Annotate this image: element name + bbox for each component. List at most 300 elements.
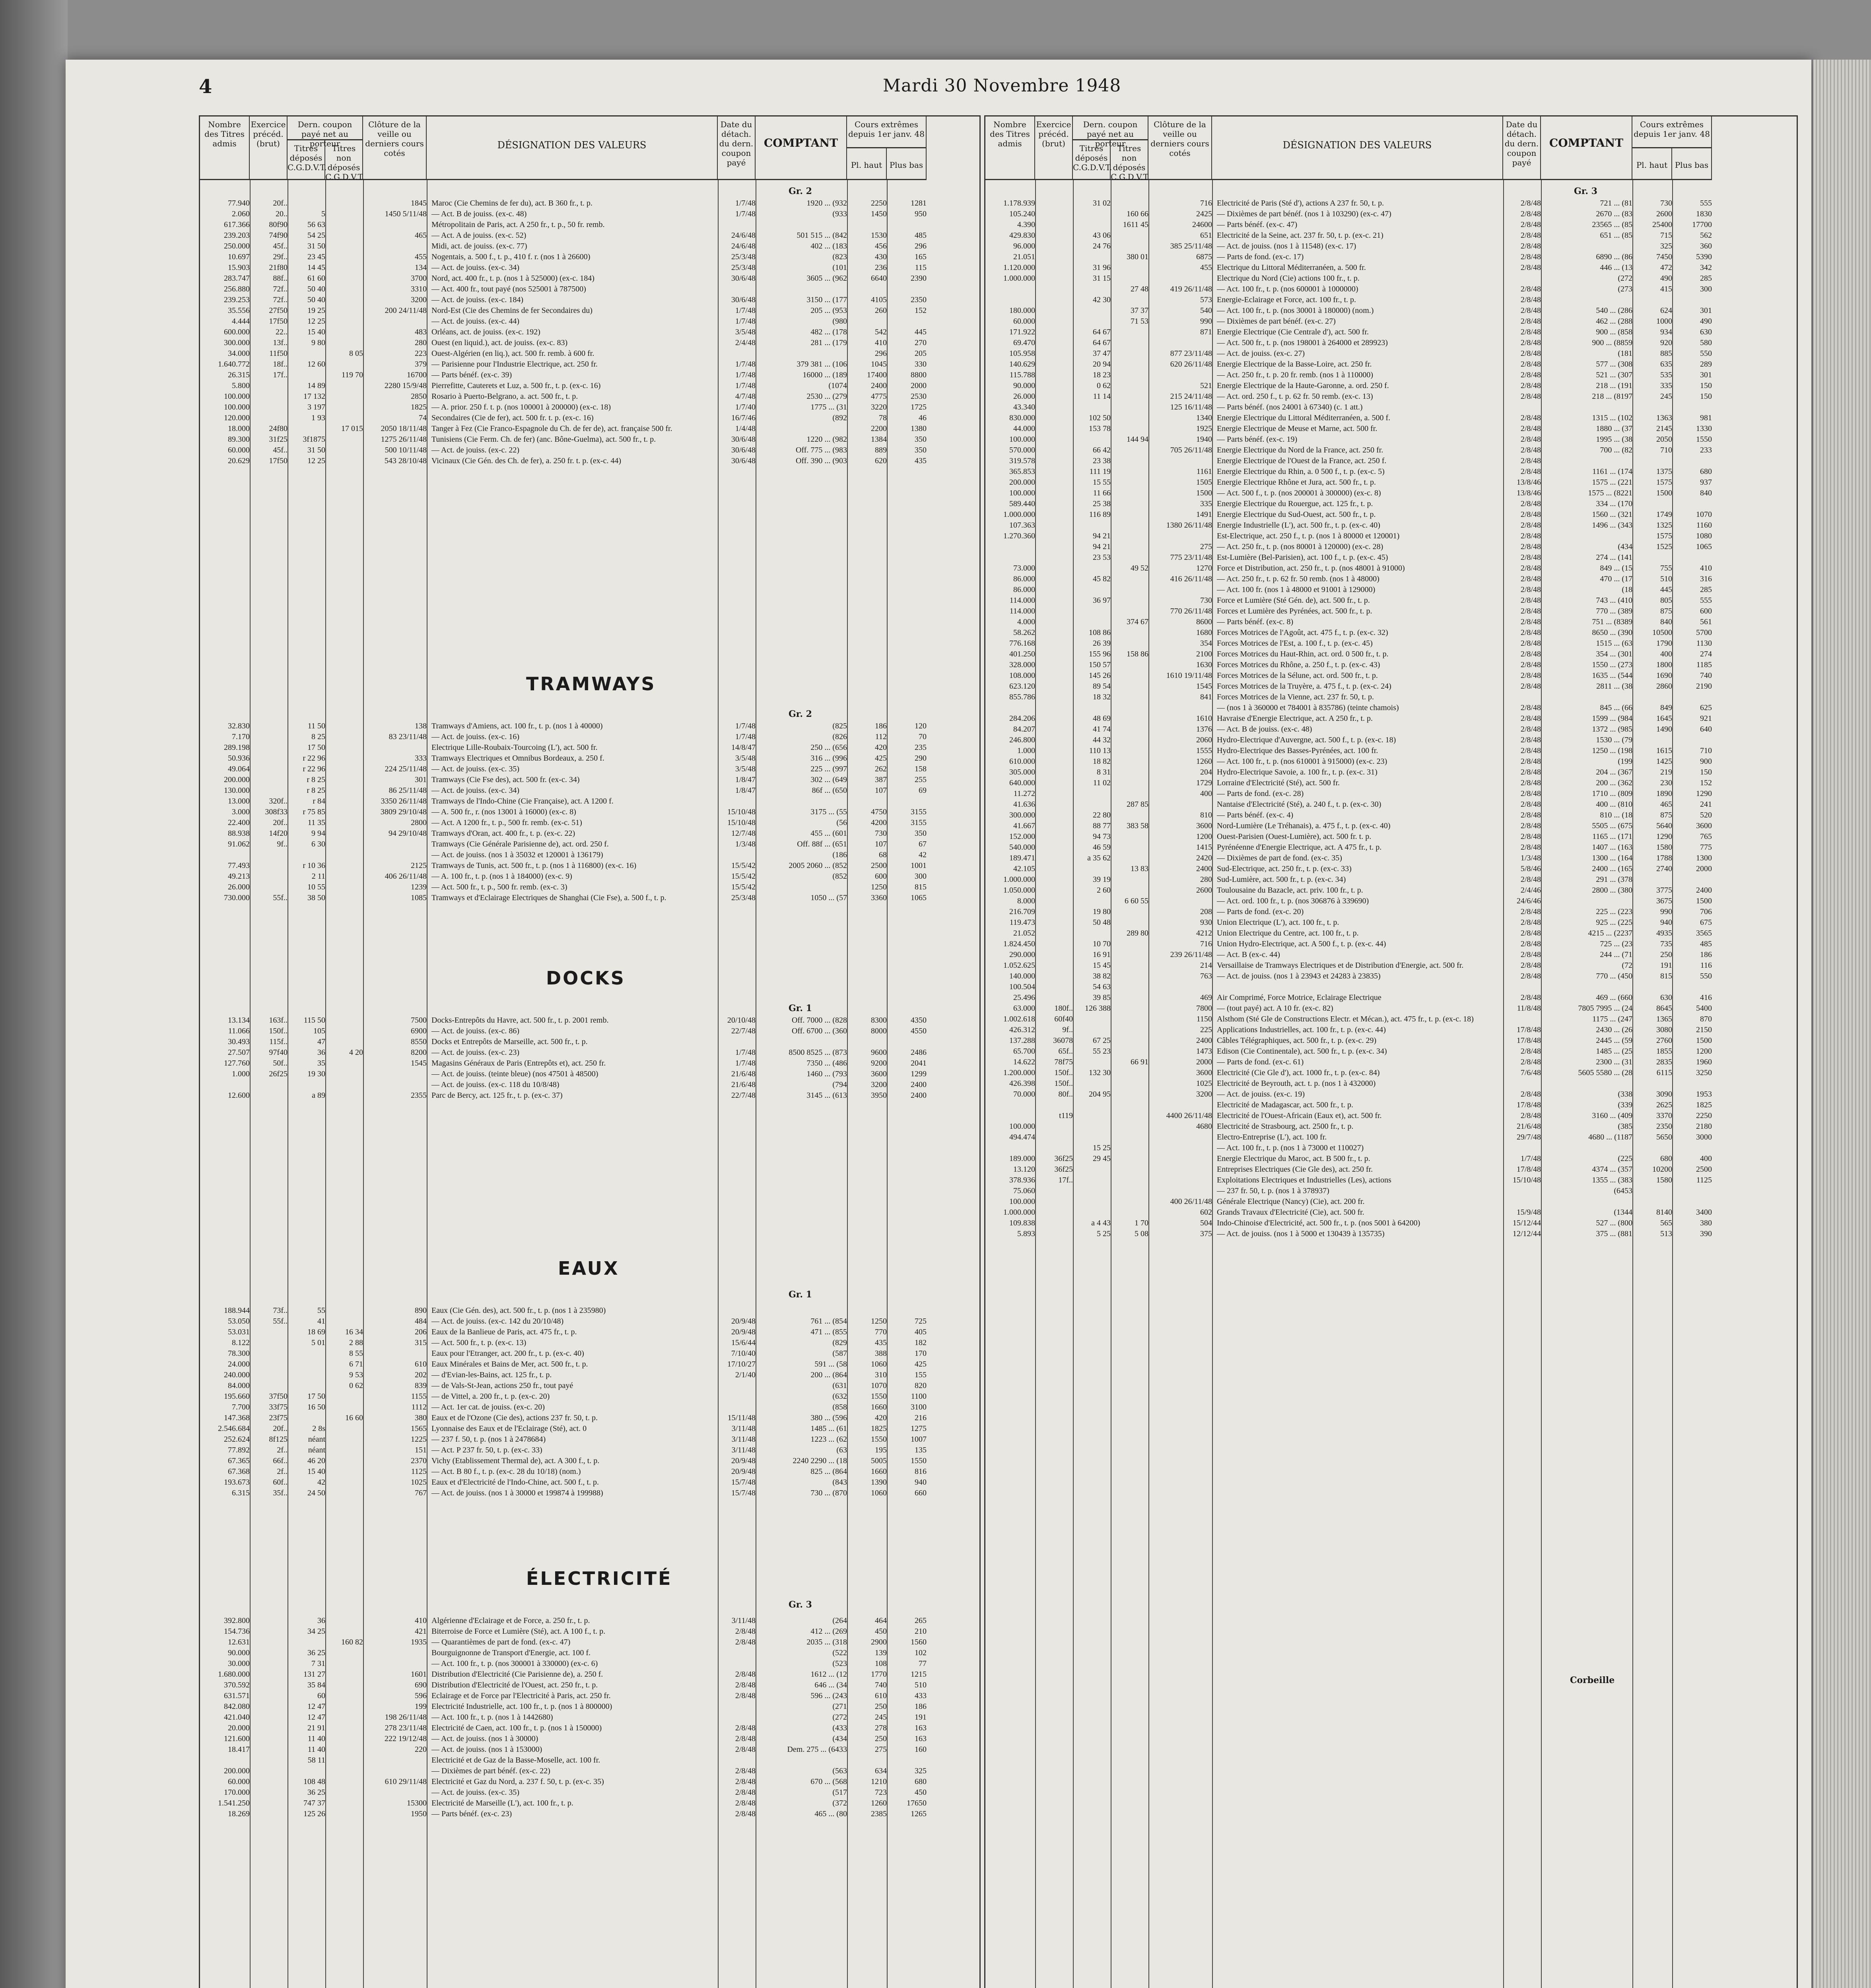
year-high: 278 [875,1724,887,1732]
coupon-deposes: 125 26 [303,1809,325,1818]
cloture-value: 125 16/11/48 [1170,403,1212,412]
coupon-date: 24/6/46 [1516,897,1541,905]
table-row [200,1434,927,1445]
coupon-date: 15/7/48 [731,1478,756,1487]
year-high: 4935 [1656,929,1672,938]
table-row [985,542,1712,552]
table-row [985,413,1712,423]
cloture-value: 7500 [411,1016,427,1025]
table-row [985,359,1712,370]
security-name: Energie Electrique du Littoral Méditerranéen, a. 500 f. [1217,414,1391,422]
coupon-date: 2/8/48 [1520,424,1541,433]
year-high: 1375 [1656,467,1672,476]
table-row [985,831,1712,842]
year-high: 510 [1660,575,1672,583]
security-name: Métropolitain de Paris, act. A 250 fr., t. p., 50 fr. remb. [431,220,605,229]
table-row [200,316,927,327]
coupon-date: 12/12/44 [1512,1229,1541,1238]
cloture-value: 3809 29/10/48 [380,808,427,816]
comptant-value: 412 ... (269 [810,1627,847,1636]
titres-count: 70.000 [1013,1090,1035,1099]
coupon-deposes: r 8 25 [307,775,325,784]
security-name: — A. 500 fr., r. (nos 13001 à 16000) (ex-c. 8) [431,808,576,816]
coupon-deposes: 55 23 [1093,1047,1111,1056]
cloture-value: 610 [415,1360,427,1369]
table-row [200,839,927,850]
coupon-date: 2/8/48 [1520,199,1541,208]
cloture-value: 2600 [1196,886,1212,895]
titres-count: 540.000 [1009,843,1035,852]
table-row [985,1025,1712,1035]
titres-count: 73.000 [1013,564,1035,573]
exercice-value: 20f.. [273,199,288,208]
year-high: 730 [1660,199,1672,208]
table-row [985,1003,1712,1014]
year-low: 301 [1700,306,1712,315]
cloture-value: 730 [1200,596,1212,605]
titres-count: 1.178.939 [1003,199,1035,208]
cloture-value: 385 25/11/48 [1170,242,1212,250]
year-low: 152 [1700,779,1712,787]
year-high: 430 [875,252,887,261]
table-row [985,574,1712,584]
coupon-deposes: 64 67 [1093,328,1111,336]
coupon-deposes: 44 32 [1093,736,1111,744]
titres-count: 300.000 [1009,811,1035,819]
table-row [985,949,1712,960]
year-low: 1380 [911,424,927,433]
comptant-value: 725 ... (23 [1600,940,1632,948]
coupon-deposes: 17 50 [307,1392,325,1401]
year-low: 42 [919,850,927,859]
year-low: 3155 [911,818,927,827]
cloture-value: 810 [1200,811,1212,819]
comptant-value: (563 [832,1767,847,1775]
security-name: Forces Motrices de l'Agoût, act. 475 f., t. p. (ex-c. 32) [1217,628,1388,637]
titres-count: 60.000 [228,1777,250,1786]
coupon-deposes: 36 [317,1616,325,1625]
exercice-value: 27f50 [269,306,288,315]
coupon-deposes: r 10 36 [303,861,325,870]
year-high: 260 [875,306,887,315]
year-low: 1330 [1696,424,1712,433]
security-name: Forces Motrices de la Sélune, act. ord. 500 fr., t. p. [1217,671,1378,680]
comptant-value: 1515 ... (63 [1596,639,1632,648]
cloture-value: 406 26/11/48 [385,872,427,881]
titres-count: 49.213 [228,872,250,881]
comptant-value: 1372 ... (985 [1592,725,1632,734]
coupon-date: 15/10/48 [727,808,756,816]
year-high: 1660 [871,1467,887,1476]
year-low: 405 [915,1328,927,1336]
exercice-value: 150f.. [1054,1068,1073,1077]
security-name: — Act. de jouiss. (ex-c. 23) [431,1048,520,1057]
year-low: 1550 [1696,435,1712,444]
coupon-non-deposes: 49 52 [1131,564,1148,573]
table-row [985,1164,1712,1175]
titres-count: 239.253 [224,295,250,304]
year-low: 160 [915,1745,927,1754]
cloture-value: 15300 [407,1799,427,1807]
titres-count: 86.000 [1013,585,1035,594]
coupon-date: 25/3/48 [731,252,756,261]
security-name: — A. 100 fr., t. p. (nos 1 à 184000) (ex-c. 9) [431,872,572,881]
coupon-date: 2/8/48 [1520,392,1541,401]
year-low: 300 [1700,285,1712,293]
titres-count: 289.198 [224,743,250,752]
comptant-value: (1074 [828,381,847,390]
coupon-date: 30/6/48 [731,274,756,283]
table-row [200,1626,927,1637]
coupon-date: 2/8/48 [1520,585,1541,594]
coupon-deposes: 10 55 [307,883,325,891]
year-high: 236 [875,263,887,272]
year-low: 921 [1700,714,1712,723]
year-high: 108 [875,1659,887,1668]
year-high: 1290 [1656,832,1672,841]
coupon-deposes: 66 42 [1093,446,1111,454]
year-high: 3775 [1656,886,1672,895]
titres-count: 426.312 [1009,1025,1035,1034]
comptant-value: 2445 ... (59 [1596,1036,1632,1045]
coupon-deposes: 18 82 [1093,757,1111,766]
security-name: — Act. ord. 100 fr., t. p. (nos 306876 à 339690) [1217,897,1369,905]
cloture-value: 301 [415,775,427,784]
coupon-date: 1/8/47 [735,786,756,795]
titres-count: 180.000 [1009,306,1035,315]
col-date-detach: Date du détach. du dern. coupon payé [718,116,756,180]
comptant-value: 651 ... (85 [1600,231,1632,240]
year-low: 520 [1700,811,1712,819]
year-high: 400 [1660,650,1672,658]
coupon-date: 2/8/48 [1520,800,1541,809]
coupon-deposes: 108 48 [303,1777,325,1786]
table-row [985,767,1712,778]
table-row [200,1058,927,1069]
coupon-deposes: 35 [317,1059,325,1068]
year-low: 69 [919,786,927,795]
security-name: Energie Electrique (Cie Centrale d'), act. 500 fr. [1217,328,1369,336]
comptant-value: (852 [832,872,847,881]
comptant-value: 3160 ... (409 [1592,1111,1632,1120]
security-name: — Dixièmes de part bénéf. (ex-c. 22) [431,1767,550,1775]
security-name: — Act. de jouiss. (ex-c. 118 du 10/8/48) [431,1080,560,1089]
coupon-date: 20/9/48 [731,1328,756,1336]
comptant-value: 375 ... (881 [1596,1229,1632,1238]
comptant-value: Off. 775 ... (983 [795,446,847,454]
coupon-date: 2/8/48 [1520,757,1541,766]
year-low: 1500 [1696,1036,1712,1045]
comptant-value: 540 ... (286 [1596,306,1632,315]
security-name: Union Hydro-Electrique, act. A 500 f., t. p. (ex-c. 44) [1217,940,1386,948]
titres-count: 140.000 [1009,972,1035,980]
year-high: 1210 [871,1777,887,1786]
group-label: Gr. 2 [789,709,812,719]
year-low: 4350 [911,1016,927,1025]
coupon-deposes: 31 96 [1093,263,1111,272]
year-high: 2860 [1656,682,1672,691]
cloture-value: 1450 5/11/48 [385,210,427,218]
coupon-date: 1/3/48 [735,840,756,848]
security-name: Electricité et Gaz du Nord, a. 237 f. 50, t. p. (ex-c. 35) [431,1777,604,1786]
left-quote-table [199,115,981,1988]
year-high: 107 [875,840,887,848]
year-high: 755 [1660,564,1672,573]
table-row [200,305,927,316]
coupon-deposes: 50 40 [307,285,325,293]
table-row [200,262,927,273]
table-row [985,670,1712,681]
security-name: — Act. 100 fr., t. p. (nos 1 à 73000 et 110027) [1217,1143,1364,1152]
table-row [985,338,1712,348]
table-row [985,1218,1712,1229]
col-titres-non-deposes: Titres non déposés C.G.D.V.T. [325,140,363,180]
coupon-date: 1/7/48 [735,381,756,390]
comptant-value: 446 ... (13 [1600,263,1632,272]
security-name: Sud-Electrique, act. 250 fr., t. p. (ex-c. 33) [1217,864,1352,873]
cloture-value: 469 [1200,993,1212,1002]
comptant-value: (823 [832,252,847,261]
cloture-value: 1150 [1196,1015,1212,1023]
security-name: — 237 f. 50, t. p. (nos 1 à 2478684) [431,1435,546,1444]
coupon-date: 20/9/48 [731,1467,756,1476]
year-low: 296 [915,242,927,250]
coupon-date: 2/8/48 [1520,950,1541,959]
table-row [200,284,927,295]
table-row [985,1110,1712,1121]
table-row [985,284,1712,295]
year-high: 840 [1660,617,1672,626]
year-high: 262 [875,765,887,773]
coupon-deposes: 15 45 [1093,961,1111,970]
coupon-deposes: 132 30 [1089,1068,1111,1077]
year-high: 245 [1660,392,1672,401]
security-name: — Act. de jouiss. (nos 1 à 35032 et 120001 à 136179) [431,850,603,859]
titres-count: 42.105 [1013,864,1035,873]
coupon-deposes: 3 197 [307,403,325,412]
coupon-deposes: 31 50 [307,446,325,454]
security-name: — Dixièmes de part bénéf. (nos 1 à 103290) (ex-c. 47) [1217,210,1391,218]
security-name: Alsthom (Sté Gle de Constructions Electr. et Mécan.), act. 475 fr., t. p. (ex-c. 18) [1217,1015,1474,1023]
coupon-deposes: 23 38 [1093,456,1111,465]
security-name: — Act. 1er cat. de jouiss. (ex-c. 20) [431,1403,545,1411]
comptant-value: (101 [832,263,847,272]
coupon-deposes: 94 73 [1093,832,1111,841]
security-name: — Parts de fond. (ex-c. 17) [1217,252,1304,261]
comptant-value: (632 [832,1392,847,1401]
year-high: 1749 [1656,510,1672,519]
comptant-value: 900 ... (8859 [1592,338,1632,347]
titres-count: 189.000 [1009,1154,1035,1163]
coupon-date: 2/8/48 [1520,617,1541,626]
year-low: 2486 [911,1048,927,1057]
cloture-value: 543 28/10/48 [384,456,427,465]
titres-count: 730.000 [224,893,250,902]
cloture-value: 204 [1200,768,1212,777]
year-high: 3370 [1656,1111,1672,1120]
security-name: — Act. de jouiss. (ex-c. 44) [431,317,520,326]
table-row [200,1809,927,1819]
comptant-value: 471 ... (855 [810,1328,847,1336]
col-plus-bas: Plus bas [1672,148,1712,180]
coupon-date: 24/6/48 [731,231,756,240]
comptant-value: (825 [832,722,847,730]
security-name: Electricité de la Seine, act. 237 fr. 50, t. p. (ex-c. 21) [1217,231,1383,240]
security-name: Tunisiens (Cie Ferm. Ch. de fer) (anc. Bône-Guelma), act. 500 fr., t. p. [431,435,656,444]
coupon-deposes: 35 84 [307,1681,325,1689]
security-name: — Parts de fond. (ex-c. 28) [1217,789,1304,798]
comptant-value: (434 [1618,542,1632,551]
coupon-date: 3/11/48 [731,1616,756,1625]
security-name: — Act. 100 fr., t. p. (nos 1 à 1442680) [431,1713,553,1722]
exercice-value: 45f.. [273,242,288,250]
coupon-non-deposes: 1 70 [1135,1219,1148,1227]
titres-count: 34.000 [228,349,250,358]
table-row [985,209,1712,219]
titres-count: 100.000 [1009,435,1035,444]
year-high: 435 [875,1338,887,1347]
titres-count: 115.788 [1009,371,1035,379]
comptant-value: 2800 ... (380 [1592,886,1632,895]
cloture-value: 2280 15/9/48 [384,381,427,390]
col-titres-deposes: Titres déposés C.G.D.V.T. [1073,140,1111,180]
coupon-deposes: 2 8s [312,1424,325,1433]
rows-eaux [200,1305,927,1499]
titres-count: 60.000 [1013,317,1035,326]
security-name: Havraise d'Energie Electrique, act. A 250 fr., t. p. [1217,714,1373,723]
security-name: — Parts de fond. (ex-c. 20) [1217,907,1304,916]
table-row [200,1348,927,1359]
year-low: 820 [915,1381,927,1390]
cloture-value: 198 26/11/48 [385,1713,427,1722]
year-high: 2050 [1656,435,1672,444]
security-name: — Act. 100 fr. (nos 1 à 48000 et 91001 à 129000) [1217,585,1376,594]
table-row [985,499,1712,509]
coupon-date: 2/8/48 [1520,317,1541,326]
security-name: — Act. 250 fr., t. p. 62 fr. 50 remb. (nos 1 à 48000) [1217,575,1379,583]
table-row [200,1798,927,1809]
titres-count: 41.636 [1013,800,1035,809]
year-low: 301 [1700,371,1712,379]
exercice-value: 150f.. [269,1027,288,1035]
section-tramways: TRAMWAYS [526,673,656,695]
titres-count: 26.000 [228,883,250,891]
comptant-value: 1575 ... (221 [1592,478,1632,487]
exercice-value: 8f125 [269,1435,288,1444]
year-low: 580 [1700,338,1712,347]
year-high: 1390 [871,1478,887,1487]
coupon-deposes: 64 67 [1093,338,1111,347]
comptant-value: 2530 ... (279 [806,392,847,401]
year-low: 3155 [911,808,927,816]
year-low: 342 [1700,263,1712,272]
col-coupon-group: Dern. coupon payé net au porteur [288,116,363,140]
exercice-value: 21f80 [269,263,288,272]
year-low: 410 [1700,564,1712,573]
exercice-value: 9f.. [277,840,288,848]
table-row [985,864,1712,874]
exercice-value: 45f.. [273,446,288,454]
table-row [985,885,1712,896]
year-low: 158 [915,765,927,773]
coupon-deposes: 204 95 [1089,1090,1111,1099]
coupon-date: 30/6/48 [731,435,756,444]
year-low: 17650 [907,1799,927,1807]
col-designation: DÉSIGNATION DES VALEURS [427,116,718,180]
year-low: 102 [915,1648,927,1657]
year-high: 8300 [871,1016,887,1025]
exercice-value: 14f20 [269,829,288,838]
year-low: 330 [915,360,927,369]
year-low: 235 [915,743,927,752]
table-row [985,896,1712,907]
comptant-value: 3605 ... (962 [806,274,847,283]
titres-count: 5.800 [232,381,250,390]
cloture-value: 419 26/11/48 [1170,285,1212,293]
table-row [985,456,1712,466]
security-name: Ouest-Parisien (Ouest-Lumière), act. 500 fr. t. p. [1217,832,1372,841]
comptant-value: (63 [836,1446,847,1454]
table-row [200,1701,927,1712]
comptant-value: 2430 ... (26 [1596,1025,1632,1034]
comptant-value: 218 ... (8197 [1592,392,1632,401]
year-low: 680 [1700,467,1712,476]
security-name: Eclairage et de Force par l'Electricité à Paris, act. 250 fr. [431,1691,611,1700]
year-low: 205 [915,349,927,358]
security-name: — Act. 100 fr., t. p. (nos 600001 à 1000000) [1217,285,1358,293]
coupon-non-deposes: 374 67 [1127,617,1148,626]
coupon-date: 2/8/48 [735,1777,756,1786]
cloture-value: 206 [415,1328,427,1336]
coupon-deposes: 153 78 [1089,424,1111,433]
comptant-value: 3150 ... (177 [806,295,847,304]
coupon-non-deposes: 380 01 [1127,252,1148,261]
comptant-value: 469 ... (660 [1596,993,1632,1002]
table-row [200,828,927,839]
year-low: 1725 [911,403,927,412]
security-name: Energie Electrique du Nord de la France, act. 250 fr. [1217,446,1383,454]
coupon-deposes: 61 60 [307,274,325,283]
year-low: 70 [919,732,927,741]
year-high: 2760 [1656,1036,1672,1045]
table-row [985,917,1712,928]
titres-count: 12.600 [228,1091,250,1100]
coupon-deposes: 36 25 [307,1788,325,1797]
titres-count: 105.240 [1009,210,1035,218]
year-high: 1530 [871,231,887,240]
cloture-value: 1155 [411,1392,427,1401]
titres-count: 50.936 [228,754,250,763]
year-high: 4775 [871,392,887,401]
table-row [200,1359,927,1370]
year-high: 565 [1660,1219,1672,1227]
coupon-date: 2/8/48 [1520,542,1541,551]
cloture-value: 202 [415,1371,427,1379]
table-row [200,230,927,241]
security-name: — A. prior. 250 f. t. p. (nos 100001 à 200000) (ex-c. 18) [431,403,611,412]
year-high: 275 [875,1745,887,1754]
year-high: 420 [875,1413,887,1422]
year-low: 1200 [1696,1047,1712,1056]
group-label: Gr. 1 [789,1003,812,1013]
previous-page-edge [0,0,68,1988]
table-row [200,327,927,338]
coupon-non-deposes: 119 70 [341,371,363,379]
titres-count: 27.507 [228,1048,250,1057]
coupon-date: 15/12/44 [1512,1219,1541,1227]
coupon-date: 2/8/48 [1520,263,1541,272]
exercice-value: 66f.. [273,1456,288,1465]
